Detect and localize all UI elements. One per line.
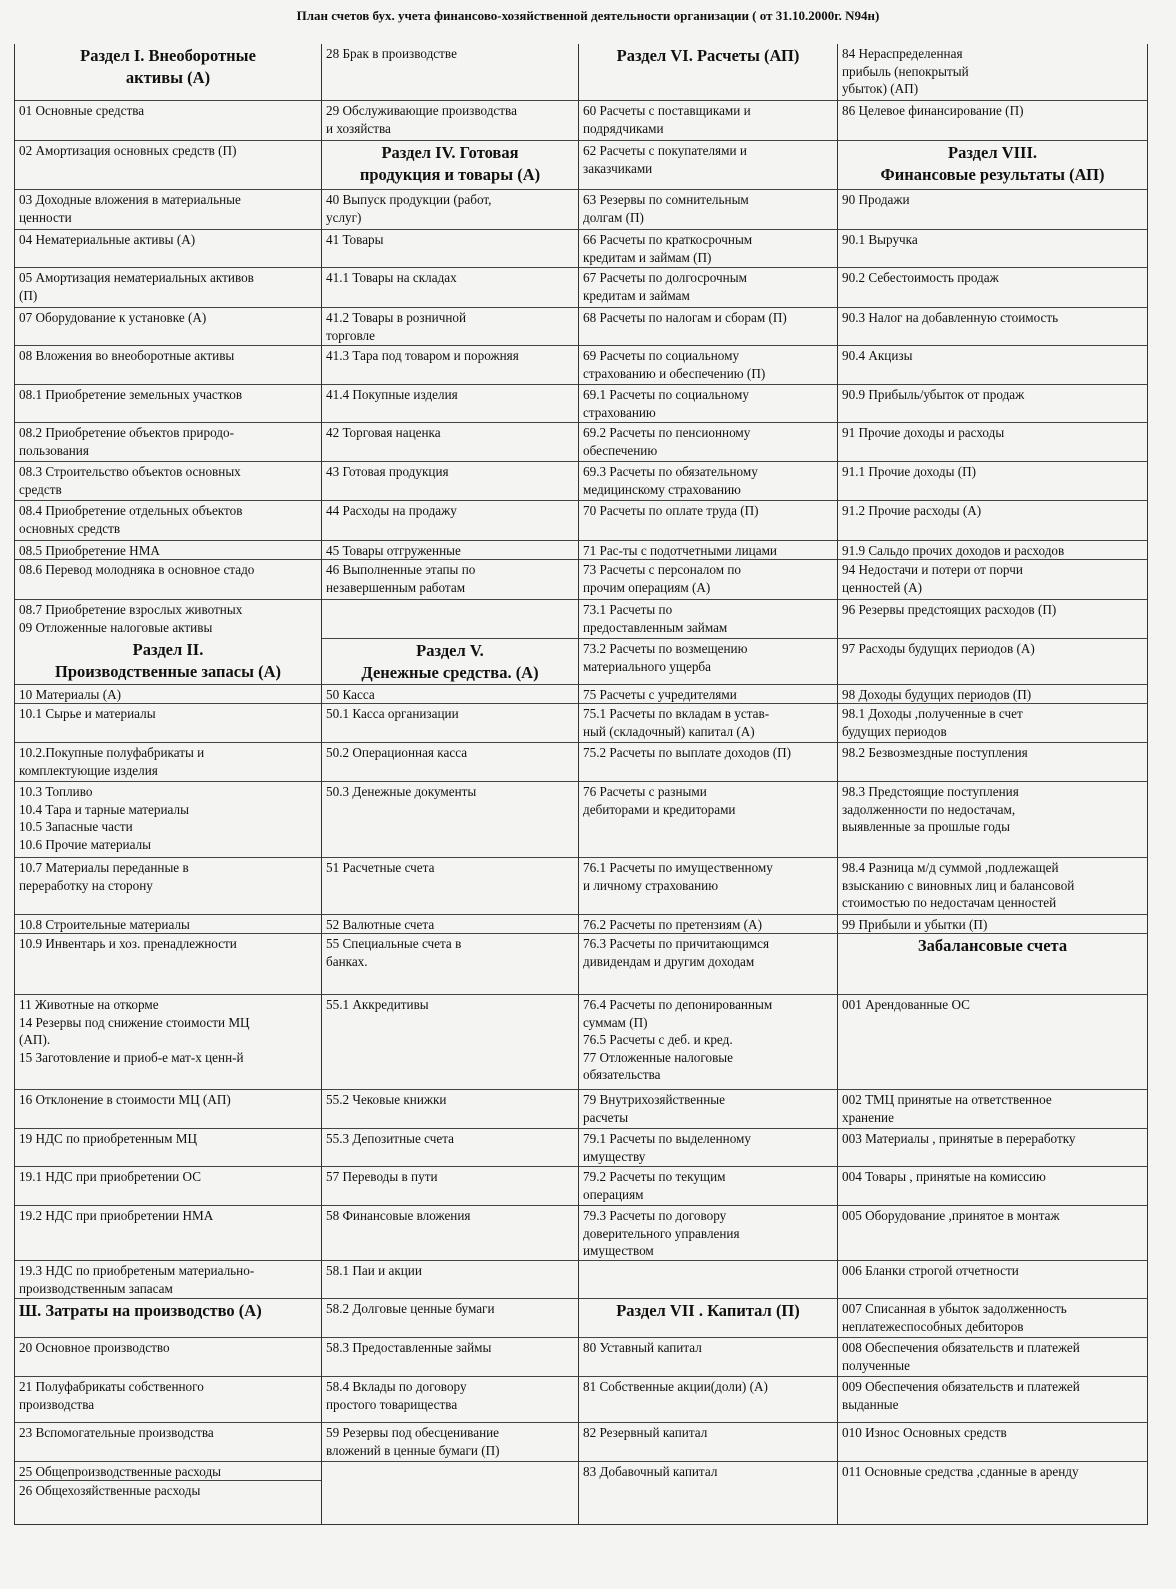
account-cell: 66 Расчеты по краткосрочным кредитам и займам (П) xyxy=(579,229,837,267)
account-cell: 62 Расчеты с покупателями и заказчиками xyxy=(579,140,837,189)
section-heading: Производственные запасы (А) xyxy=(55,662,281,681)
account-cell: 009 Обеспечения обязательств и платежей выданные xyxy=(838,1376,1147,1422)
account-cell: 04 Нематериальные активы (А) xyxy=(15,229,321,267)
account-cell: 58.4 Вклады по договору простого товарищества xyxy=(322,1376,578,1422)
account-cell: 80 Уставный капитал xyxy=(579,1337,837,1376)
account-cell: 50 Касса xyxy=(322,684,578,703)
account-cell: 55 Специальные счета в банках. xyxy=(322,933,578,994)
account-cell: 21 Полуфабрикаты собственного производства xyxy=(15,1376,321,1422)
account-cell: 83 Добавочный капитал xyxy=(579,1461,837,1524)
account-cell: 19.2 НДС при приобретении НМА xyxy=(15,1205,321,1260)
account-cell: 90.9 Прибыль/убыток от продаж xyxy=(838,384,1147,422)
account-cell: 90.2 Себестоимость продаж xyxy=(838,267,1147,307)
account-cell: 10.1 Сырье и материалы xyxy=(15,703,321,742)
account-cell: 91 Прочие доходы и расходы xyxy=(838,422,1147,461)
account-cell: 20 Основное производство xyxy=(15,1337,321,1376)
account-cell: 29 Обслуживающие производства и хозяйства xyxy=(322,100,578,140)
account-cell: 79.3 Расчеты по договору доверительного управления имуществом xyxy=(579,1205,837,1260)
account-cell: 19.3 НДС по приобретеным материально- производственным запасам xyxy=(15,1260,321,1298)
account-cell: 63 Резервы по сомнительным долгам (П) xyxy=(579,189,837,229)
account-cell: 91.2 Прочие расходы (А) xyxy=(838,500,1147,540)
account-cell: 90.3 Налог на добавленную стоимость xyxy=(838,307,1147,345)
column-1 xyxy=(14,44,321,1524)
account-cell: 97 Расходы будущих периодов (А) xyxy=(838,638,1147,684)
account-cell: 08.5 Приобретение НМА xyxy=(15,540,321,559)
account-cell: 69.3 Расчеты по обязательному медицинскому страхованию xyxy=(579,461,837,500)
account-cell: 05 Амортизация нематериальных активов (П) xyxy=(15,267,321,307)
account-cell: 98.1 Доходы ,полученные в счет будущих периодов xyxy=(838,703,1147,742)
account-cell: 90 Продажи xyxy=(838,189,1147,229)
account-cell: 99 Прибыли и убытки (П) xyxy=(838,914,1147,933)
account-cell: 76.4 Расчеты по депонированным суммам (П) 76.5 Расчеты с деб. и кред. 77 Отложенные налоговые обязательства xyxy=(579,994,837,1089)
section-heading: Раздел IV. Готовая продукция и товары (А) xyxy=(322,140,578,189)
account-cell: 76 Расчеты с разными дебиторами и кредиторами xyxy=(579,781,837,857)
account-cell: 004 Товары , принятые на комиссию xyxy=(838,1166,1147,1205)
account-cell: 08 Вложения во внеоборотные активы xyxy=(15,345,321,384)
account-cell: 03 Доходные вложения в материальные ценности xyxy=(15,189,321,229)
account-cell: 16 Отклонение в стоимости МЦ (АП) xyxy=(15,1089,321,1128)
account-cell: 25 Общепроизводственные расходы xyxy=(15,1461,321,1480)
account-cell: 08.7 Приобретение взрослых животных 09 Отложенные налоговые активы xyxy=(15,599,321,638)
account-cell xyxy=(579,1260,837,1298)
account-cell: 69.1 Расчеты по социальному страхованию xyxy=(579,384,837,422)
account-cell: 58 Финансовые вложения xyxy=(322,1205,578,1260)
account-cell: 76.2 Расчеты по претензиям (А) xyxy=(579,914,837,933)
account-cell: 10.9 Инвентарь и хоз. пренадлежности xyxy=(15,933,321,994)
account-cell: 41 Товары xyxy=(322,229,578,267)
account-cell: 005 Оборудование ,принятое в монтаж xyxy=(838,1205,1147,1260)
section-heading: Раздел II. xyxy=(132,640,204,659)
account-cell: 19 НДС по приобретенным МЦ xyxy=(15,1128,321,1166)
account-cell: 07 Оборудование к установке (А) xyxy=(15,307,321,345)
account-cell: 52 Валютные счета xyxy=(322,914,578,933)
account-cell: 75.1 Расчеты по вкладам в устав- ный (складочный) капитал (А) xyxy=(579,703,837,742)
account-cell: 58.3 Предоставленные займы xyxy=(322,1337,578,1376)
account-cell: 71 Рас-ты с подотчетными лицами xyxy=(579,540,837,559)
account-cell: 67 Расчеты по долгосрочным кредитам и займам xyxy=(579,267,837,307)
account-cell: 02 Амортизация основных средств (П) xyxy=(15,140,321,189)
account-cell: 23 Вспомогательные производства xyxy=(15,1422,321,1461)
account-cell: 45 Товары отгруженные xyxy=(322,540,578,559)
account-cell: 75.2 Расчеты по выплате доходов (П) xyxy=(579,742,837,781)
account-cell: 76.1 Расчеты по имущественному и личному страхованию xyxy=(579,857,837,914)
account-cell: 01 Основные средства xyxy=(15,100,321,140)
account-cell: 43 Готовая продукция xyxy=(322,461,578,500)
account-cell: 68 Расчеты по налогам и сборам (П) xyxy=(579,307,837,345)
account-cell: 41.1 Товары на складах xyxy=(322,267,578,307)
account-cell: 28 Брак в производстве xyxy=(326,46,457,61)
account-cell: 003 Материалы , принятые в переработку xyxy=(838,1128,1147,1166)
account-cell: 008 Обеспечения обязательств и платежей полученные xyxy=(838,1337,1147,1376)
account-cell: 42 Торговая наценка xyxy=(322,422,578,461)
section-heading: Забалансовые счета xyxy=(838,933,1147,994)
account-cell: 26 Общехозяйственные расходы xyxy=(15,1480,321,1524)
account-cell: 08.3 Строительство объектов основных средств xyxy=(15,461,321,500)
section-heading: Раздел VI. Расчеты (АП) xyxy=(616,46,800,65)
account-cell xyxy=(322,599,578,638)
section-heading: Раздел I. Внеоборотные активы (А) xyxy=(80,46,256,87)
column-3 xyxy=(578,44,837,1524)
account-cell: 41.4 Покупные изделия xyxy=(322,384,578,422)
account-cell: 98 Доходы будущих периодов (П) xyxy=(838,684,1147,703)
document-title: План счетов бух. учета финансово-хозяйственной деятельности организации ( от 31.10.2000г. N94н) xyxy=(296,8,880,23)
account-cell: 41.2 Товары в розничной торговле xyxy=(322,307,578,345)
account-cell: 81 Собственные акции(доли) (А) xyxy=(579,1376,837,1422)
account-cell: 82 Резервный капитал xyxy=(579,1422,837,1461)
column-2 xyxy=(321,44,578,1524)
account-cell: 91.9 Сальдо прочих доходов и расходов xyxy=(838,540,1147,559)
account-cell: 41.3 Тара под товаром и порожняя xyxy=(322,345,578,384)
section-heading: Ш. Затраты на производство (А) xyxy=(15,1298,321,1337)
account-cell: 50.2 Операционная касса xyxy=(322,742,578,781)
account-cell: 59 Резервы под обесценивание вложений в ценные бумаги (П) xyxy=(322,1422,578,1461)
account-cell: 94 Недостачи и потери от порчи ценностей (А) xyxy=(838,559,1147,599)
account-cell: 98.4 Разница м/д суммой ,подлежащей взысканию с виновных лиц и балансовой стоимостью по недостачам ценностей xyxy=(838,857,1147,914)
account-cell: 08.4 Приобретение отдельных объектов основных средств xyxy=(15,500,321,540)
account-cell: 69.2 Расчеты по пенсионному обеспечению xyxy=(579,422,837,461)
account-cell: 10 Материалы (А) xyxy=(15,684,321,703)
section-heading: Раздел VIII. Финансовые результаты (АП) xyxy=(838,140,1147,189)
account-cell: 001 Арендованные ОС xyxy=(838,994,1147,1089)
account-cell: 70 Расчеты по оплате труда (П) xyxy=(579,500,837,540)
account-cell: 90.4 Акцизы xyxy=(838,345,1147,384)
account-cell: 10.2.Покупные полуфабрикаты и комплектующие изделия xyxy=(15,742,321,781)
account-cell: 60 Расчеты с поставщиками и подрядчиками xyxy=(579,100,837,140)
account-cell: 91.1 Прочие доходы (П) xyxy=(838,461,1147,500)
account-cell: 08.6 Перевод молодняка в основное стадо xyxy=(15,559,321,599)
account-cell: 55.2 Чековые книжки xyxy=(322,1089,578,1128)
account-cell: 08.1 Приобретение земельных участков xyxy=(15,384,321,422)
account-cell: 75 Расчеты с учредителями xyxy=(579,684,837,703)
account-cell: 10.8 Строительные материалы xyxy=(15,914,321,933)
account-cell: 90.1 Выручка xyxy=(838,229,1147,267)
account-cell: 84 Нераспределенная прибыль (непокрытый убыток) (АП) xyxy=(842,46,969,96)
account-cell: 98.3 Предстоящие поступления задолженности по недостачам, выявленные за прошлые годы xyxy=(838,781,1147,857)
section-heading: Раздел V. Денежные средства. (А) xyxy=(322,638,578,684)
account-cell: 79.2 Расчеты по текущим операциям xyxy=(579,1166,837,1205)
account-cell: 010 Износ Основных средств xyxy=(838,1422,1147,1461)
account-cell: 73.1 Расчеты по предоставленным займам xyxy=(579,599,837,638)
account-cell: 55.3 Депозитные счета xyxy=(322,1128,578,1166)
account-cell: 10.7 Материалы переданные в переработку на сторону xyxy=(15,857,321,914)
account-cell: 10.3 Топливо 10.4 Тара и тарные материалы 10.5 Запасные части 10.6 Прочие материалы xyxy=(15,781,321,857)
account-cell: 11 Животные на откорме 14 Резервы под снижение стоимости МЦ (АП). 15 Заготовление и приоб-е мат-х ценн-й xyxy=(15,994,321,1089)
section-heading: Раздел VII . Капитал (П) xyxy=(579,1298,837,1337)
account-cell: 96 Резервы предстоящих расходов (П) xyxy=(838,599,1147,638)
account-cell: 50.3 Денежные документы xyxy=(322,781,578,857)
account-cell: 51 Расчетные счета xyxy=(322,857,578,914)
account-cell: 007 Списанная в убыток задолженность неплатежеспособных дебиторов xyxy=(838,1298,1147,1337)
account-cell: 44 Расходы на продажу xyxy=(322,500,578,540)
account-cell: 58.2 Долговые ценные бумаги xyxy=(322,1298,578,1337)
account-cell: 79 Внутрихозяйственные расчеты xyxy=(579,1089,837,1128)
account-cell: 08.2 Приобретение объектов природо- пользования xyxy=(15,422,321,461)
account-cell xyxy=(322,1461,578,1524)
account-cell: 002 ТМЦ принятые на ответственное хранение xyxy=(838,1089,1147,1128)
account-cell: 98.2 Безвозмездные поступления xyxy=(838,742,1147,781)
account-cell: 40 Выпуск продукции (работ, услуг) xyxy=(322,189,578,229)
account-cell: 73 Расчеты с персоналом по прочим операциям (А) xyxy=(579,559,837,599)
account-cell: 73.2 Расчеты по возмещению материального ущерба xyxy=(579,638,837,684)
account-cell: 46 Выполненные этапы по незавершенным работам xyxy=(322,559,578,599)
account-cell: 76.3 Расчеты по причитающимся дивидендам и другим доходам xyxy=(579,933,837,994)
table-bottom-border xyxy=(14,1524,1148,1525)
account-cell: 58.1 Паи и акции xyxy=(322,1260,578,1298)
account-cell: 69 Расчеты по социальному страхованию и обеспечению (П) xyxy=(579,345,837,384)
account-cell: 57 Переводы в пути xyxy=(322,1166,578,1205)
account-cell: 50.1 Касса организации xyxy=(322,703,578,742)
account-cell: 86 Целевое финансирование (П) xyxy=(838,100,1147,140)
column-4 xyxy=(837,44,1148,1524)
account-cell: 19.1 НДС при приобретении ОС xyxy=(15,1166,321,1205)
account-cell: 79.1 Расчеты по выделенному имуществу xyxy=(579,1128,837,1166)
account-cell: 011 Основные средства ,сданные в аренду xyxy=(838,1461,1147,1524)
account-cell: 55.1 Аккредитивы xyxy=(322,994,578,1089)
account-cell: 006 Бланки строгой отчетности xyxy=(838,1260,1147,1298)
